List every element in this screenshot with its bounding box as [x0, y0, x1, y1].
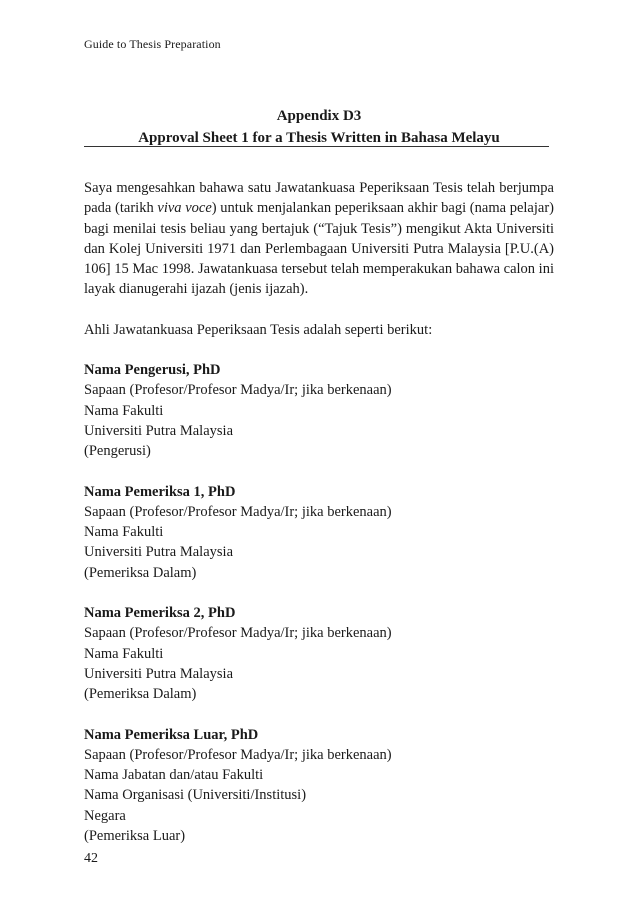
- approval-statement-paragraph: [84, 178, 554, 300]
- appendix-title: [84, 105, 554, 149]
- member-role: (Pengerusi): [84, 443, 151, 460]
- committee-member-external-examiner: [84, 725, 554, 847]
- member-university: Universiti Putra Malaysia: [84, 422, 234, 439]
- member-organisation: Nama Organisasi (Universiti/Institusi): [84, 787, 307, 804]
- member-faculty: Nama Fakulti: [84, 524, 164, 541]
- running-header: Guide to Thesis Preparation: [84, 37, 221, 51]
- member-country: Negara: [84, 807, 126, 824]
- member-name: Nama Pemeriksa Luar, PhD: [84, 726, 259, 743]
- member-name: Nama Pemeriksa 1, PhD: [84, 483, 236, 500]
- member-role: (Pemeriksa Dalam): [84, 686, 197, 703]
- committee-member-examiner-1: [84, 482, 554, 583]
- member-university: Universiti Putra Malaysia: [84, 665, 234, 682]
- committee-member-examiner-2: [84, 603, 554, 704]
- member-role: (Pemeriksa Luar): [84, 828, 186, 845]
- member-name: Nama Pemeriksa 2, PhD: [84, 605, 236, 622]
- member-title: Sapaan (Profesor/Profesor Madya/Ir; jika berkenaan): [84, 746, 392, 763]
- member-title: Sapaan (Profesor/Profesor Madya/Ir; jika berkenaan): [84, 503, 392, 520]
- committee-intro-paragraph: Ahli Jawatankuasa Peperiksaan Tesis adalah seperti berikut:: [84, 321, 433, 338]
- member-role: (Pemeriksa Dalam): [84, 564, 197, 581]
- member-university: Universiti Putra Malaysia: [84, 544, 234, 561]
- member-title: Sapaan (Profesor/Profesor Madya/Ir; jika berkenaan): [84, 382, 392, 399]
- appendix-label: Appendix D3: [276, 108, 362, 124]
- viva-voce-term: viva voce: [157, 200, 212, 217]
- page-number: 42: [84, 851, 98, 866]
- approval-sheet-title: Approval Sheet 1 for a Thesis Written in Bahasa Melayu: [138, 130, 500, 146]
- body-text: [84, 178, 554, 846]
- member-faculty: Nama Fakulti: [84, 645, 164, 662]
- title-divider: [84, 146, 549, 147]
- member-department: Nama Jabatan dan/atau Fakulti: [84, 767, 264, 784]
- approval-statement-part2: ) untuk menjalankan peperiksaan akhir bagi (nama pelajar) bagi menilai tesis beliau yang bertajuk (“Tajuk Tesis”) mengikut Akta Universiti dan Kolej Universiti 1971 dan Perlembagaan Universiti Putra Malaysia [P.U.(A) 106] 15 Mac 1998. Jawatankuasa tersebut telah memperakukan bahawa calon ini layak dianugerahi ijazah (jenis ijazah).: [84, 200, 554, 298]
- approval-statement-part1: Saya mengesahkan bahawa satu Jawatankuasa Peperiksaan Tesis telah berjumpa pada (tarikh: [84, 180, 554, 217]
- member-name: Nama Pengerusi, PhD: [84, 362, 221, 379]
- member-faculty: Nama Fakulti: [84, 402, 164, 419]
- committee-member-chair: [84, 360, 554, 461]
- member-title: Sapaan (Profesor/Profesor Madya/Ir; jika berkenaan): [84, 625, 392, 642]
